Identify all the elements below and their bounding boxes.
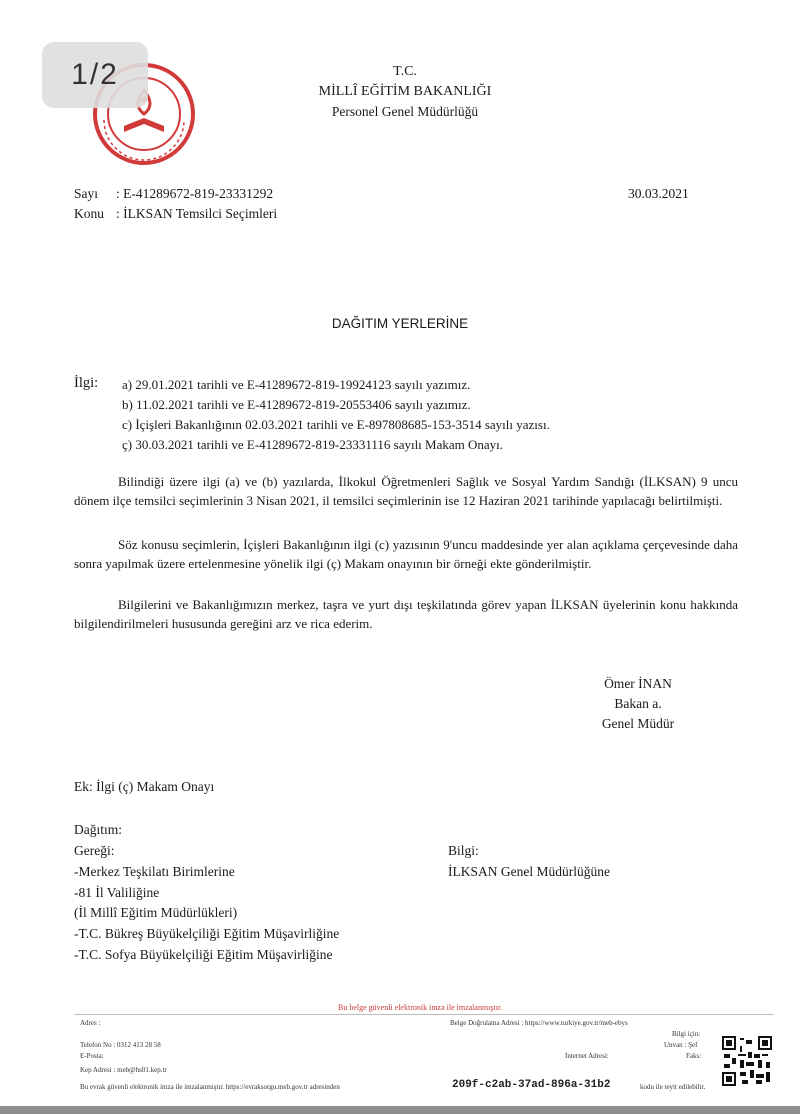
- addressee-title: DAĞITIM YERLERİNE: [331, 316, 469, 331]
- document-header: [250, 62, 560, 122]
- distribution-item: -T.C. Bükreş Büyükelçiliği Eğitim Müşavirliğine: [74, 926, 340, 941]
- e-signature-note: Bu belge güvenli elektronik imza ile imzalanmıştır.: [338, 1003, 503, 1012]
- konu-row: [74, 206, 277, 222]
- distribution-title: Dağıtım:: [74, 822, 122, 837]
- body-paragraph-2: Söz konusu seçimlerin, İçişleri Bakanlığının ilgi (c) yazısının 9'uncu maddesinde yer alan açıklama çerçevesinde daha sonra yapılmak üzere ertelenmesine yönelik ilgi (ç) Makam onayının bir örneği ekte gönderilmiştir.: [74, 537, 738, 571]
- bilgi-label: Bilgi:: [448, 843, 479, 858]
- distribution-item: -81 İl Valiliğine: [74, 885, 160, 900]
- header-ministry: MİLLÎ EĞİTİM BAKANLIĞI: [318, 84, 492, 99]
- distribution-item: -T.C. Sofya Büyükelçiliği Eğitim Müşavirliğine: [74, 947, 333, 962]
- footer-verify-address: Belge Doğrulama Adresi : https://www.turkiye.gov.tr/meb-ebys: [450, 1019, 628, 1027]
- footer-email: E-Posta:: [80, 1052, 104, 1060]
- ilgi-item-c: c) İçişleri Bakanlığının 02.03.2021 tarihli ve E-897808685-153-3514 sayılı yazısı.: [122, 417, 550, 432]
- sayi-value: : E-41289672-819-23331292: [116, 186, 274, 201]
- signer-role-2: Genel Müdür: [601, 716, 675, 731]
- ilgi-item-a: a) 29.01.2021 tarihli ve E-41289672-819-19924123 sayılı yazımız.: [122, 377, 471, 392]
- distribution-item: (İl Millî Eğitim Müdürlükleri): [74, 905, 238, 920]
- footer-info-label: Bilgi için:: [672, 1030, 701, 1038]
- document-date: 30.03.2021: [628, 186, 689, 201]
- attachment-note: Ek: İlgi (ç) Makam Onayı: [74, 779, 215, 794]
- body-paragraph-1: Bilindiği üzere ilgi (a) ve (b) yazılarda, İlkokul Öğretmenleri Sağlık ve Sosyal Yardım Sandığı (İLKSAN) 9 uncu dönem ilçe temsilci seçimlerinin 3 Nisan 2021, il temsilci seçimlerinin ise 12 Haziran 2021 tarihinde yapılacağı belirtilmişti.: [74, 474, 738, 508]
- viewer-bottom-edge: [0, 1106, 800, 1114]
- header-department: Personel Genel Müdürlüğü: [331, 104, 479, 119]
- verification-code: 209f-c2ab-37ad-896a-31b2: [452, 1079, 611, 1091]
- ilgi-label: İlgi:: [74, 375, 99, 391]
- footer-verify-tail: kodu ile teyit edilebilir.: [640, 1083, 706, 1091]
- bilgi-item: İLKSAN Genel Müdürlüğüne: [448, 864, 610, 879]
- distribution-item: -Merkez Teşkilatı Birimlerine: [74, 864, 235, 879]
- footer-fax: Faks:: [686, 1052, 702, 1060]
- qr-code-icon: [722, 1036, 772, 1086]
- footer-phone: Telefon No : 0312 413 28 58: [80, 1041, 161, 1049]
- konu-value: : İLKSAN Temsilci Seçimleri: [116, 206, 278, 221]
- header-country: T.C.: [393, 64, 417, 79]
- footer-divider: [74, 1014, 774, 1015]
- signer-role-1: Bakan a.: [614, 696, 662, 711]
- page-indicator: 1/2: [42, 42, 148, 108]
- footer-address-label: Adres :: [80, 1019, 101, 1027]
- footer-verify-note: Bu evrak güvenli elektronik imza ile imzalanmıştır. https://evraksorgu.meb.gov.tr adresinden: [80, 1083, 340, 1091]
- footer-internet: İnternet Adresi:: [565, 1052, 609, 1060]
- footer-kep: Kep Adresi : meb@hs01.kep.tr: [80, 1066, 167, 1074]
- ilgi-item-b: b) 11.02.2021 tarihli ve E-41289672-819-20553406 sayılı yazımız.: [122, 397, 471, 412]
- konu-label: Konu: [74, 206, 104, 221]
- sayi-row: [74, 186, 273, 202]
- ilgi-item-cc: ç) 30.03.2021 tarihli ve E-41289672-819-23331116 sayılı Makam Onayı.: [122, 437, 504, 452]
- body-paragraph-3: Bilgilerini ve Bakanlığımızın merkez, taşra ve yurt dışı teşkilatında görev yapan İLKSAN üyelerinin konu hakkında bilgilendirilmeleri hususunda gereğini arz ve rica ederim.: [74, 597, 738, 631]
- footer-title: Unvan : Şef: [664, 1041, 698, 1049]
- gerege-label: Gereği:: [74, 843, 115, 858]
- sayi-label: Sayı: [74, 186, 99, 201]
- signer-name: Ömer İNAN: [604, 676, 672, 691]
